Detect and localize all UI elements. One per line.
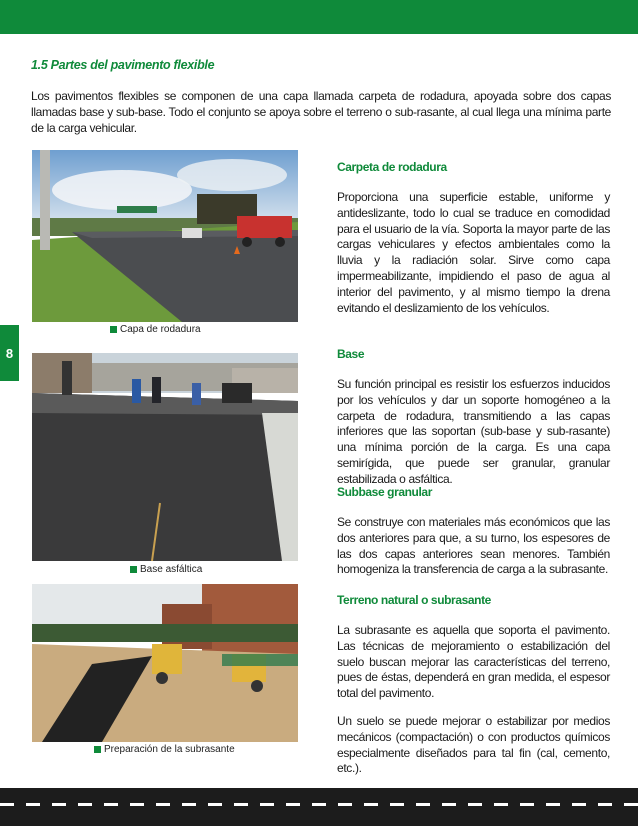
caption-photo1 (110, 324, 201, 335)
header-bar (0, 0, 638, 34)
square-bullet-icon (130, 566, 137, 573)
caption-photo2 (130, 564, 202, 575)
heading-terreno: Terreno natural o subrasante (337, 593, 491, 607)
text-carpeta: Proporciona una superficie estable, uniforme y antideslizante, todo lo cual se traduce en comodidad para el usuario de la vía. Soporta la mayor parte de las cargas vehiculares y efectos ambientales como la lluvia y la radiación solar. Sirve como capa impermeabilizante, impidiendo el paso de agua al interior del pavimento, y al mismo tiempo la drena evitando el deslizamiento de los vehículos. (337, 190, 610, 315)
caption-photo3 (94, 744, 235, 755)
section-title: 1.5 Partes del pavimento flexible (31, 58, 215, 72)
caption-text: Preparación de la subrasante (104, 744, 235, 755)
text-base: Su función principal es resistir los esfuerzos inducidos por los vehículos y dar un soporte homogéneo a la carpeta de rodadura, transmitiendo a las capas inferiores que las soportan (sub-base y sub-rasante) una mínima porción de la carga. Es una capa semirígida, que puede ser granular, granular estabilizada o asfáltica. (337, 377, 610, 486)
heading-carpeta: Carpeta de rodadura (337, 160, 447, 174)
text-subbase: Se construye con materiales más económicos que las dos anteriores para que, a su turno, los espesores de las dos capas anteriores sean menores. También homogeniza la transferencia de carga a la subrasante. (337, 515, 610, 577)
caption-text: Base asfáltica (140, 564, 203, 575)
text-terreno-1: La subrasante es aquella que soporta el pavimento. Las técnicas de mejoramiento o estabilización del suelo buscan mejorar las características del terreno, pues de éstas, dependerá en gran medida, el espesor total del pavimento. (337, 623, 610, 701)
photo-subrasante (32, 584, 298, 742)
text-terreno-2: Un suelo se puede mejorar o estabilizar por medios mecánicos (compactación) o con productos químicos especialmente diseñados para tal fin (cal, cemento, etc.). (337, 714, 610, 776)
heading-base: Base (337, 347, 365, 361)
heading-subbase: Subbase granular (337, 485, 432, 499)
intro-paragraph: Los pavimentos flexibles se componen de una capa llamada carpeta de rodadura, apoyada sobre dos capas llamadas base y sub-base. Todo el conjunto se apoya sobre el terreno o sub-rasante, al cual llega una mínima parte de la carga vehicular. (31, 89, 611, 135)
footer-bar (0, 788, 638, 826)
page-number: 8 (5, 345, 14, 361)
square-bullet-icon (94, 746, 101, 753)
square-bullet-icon (110, 326, 117, 333)
page-number-tab (0, 325, 19, 381)
photo-base-asfaltica (32, 353, 298, 561)
caption-text: Capa de rodadura (120, 324, 201, 335)
footer-dashed-line (0, 803, 638, 806)
photo-capa-rodadura (32, 150, 298, 322)
